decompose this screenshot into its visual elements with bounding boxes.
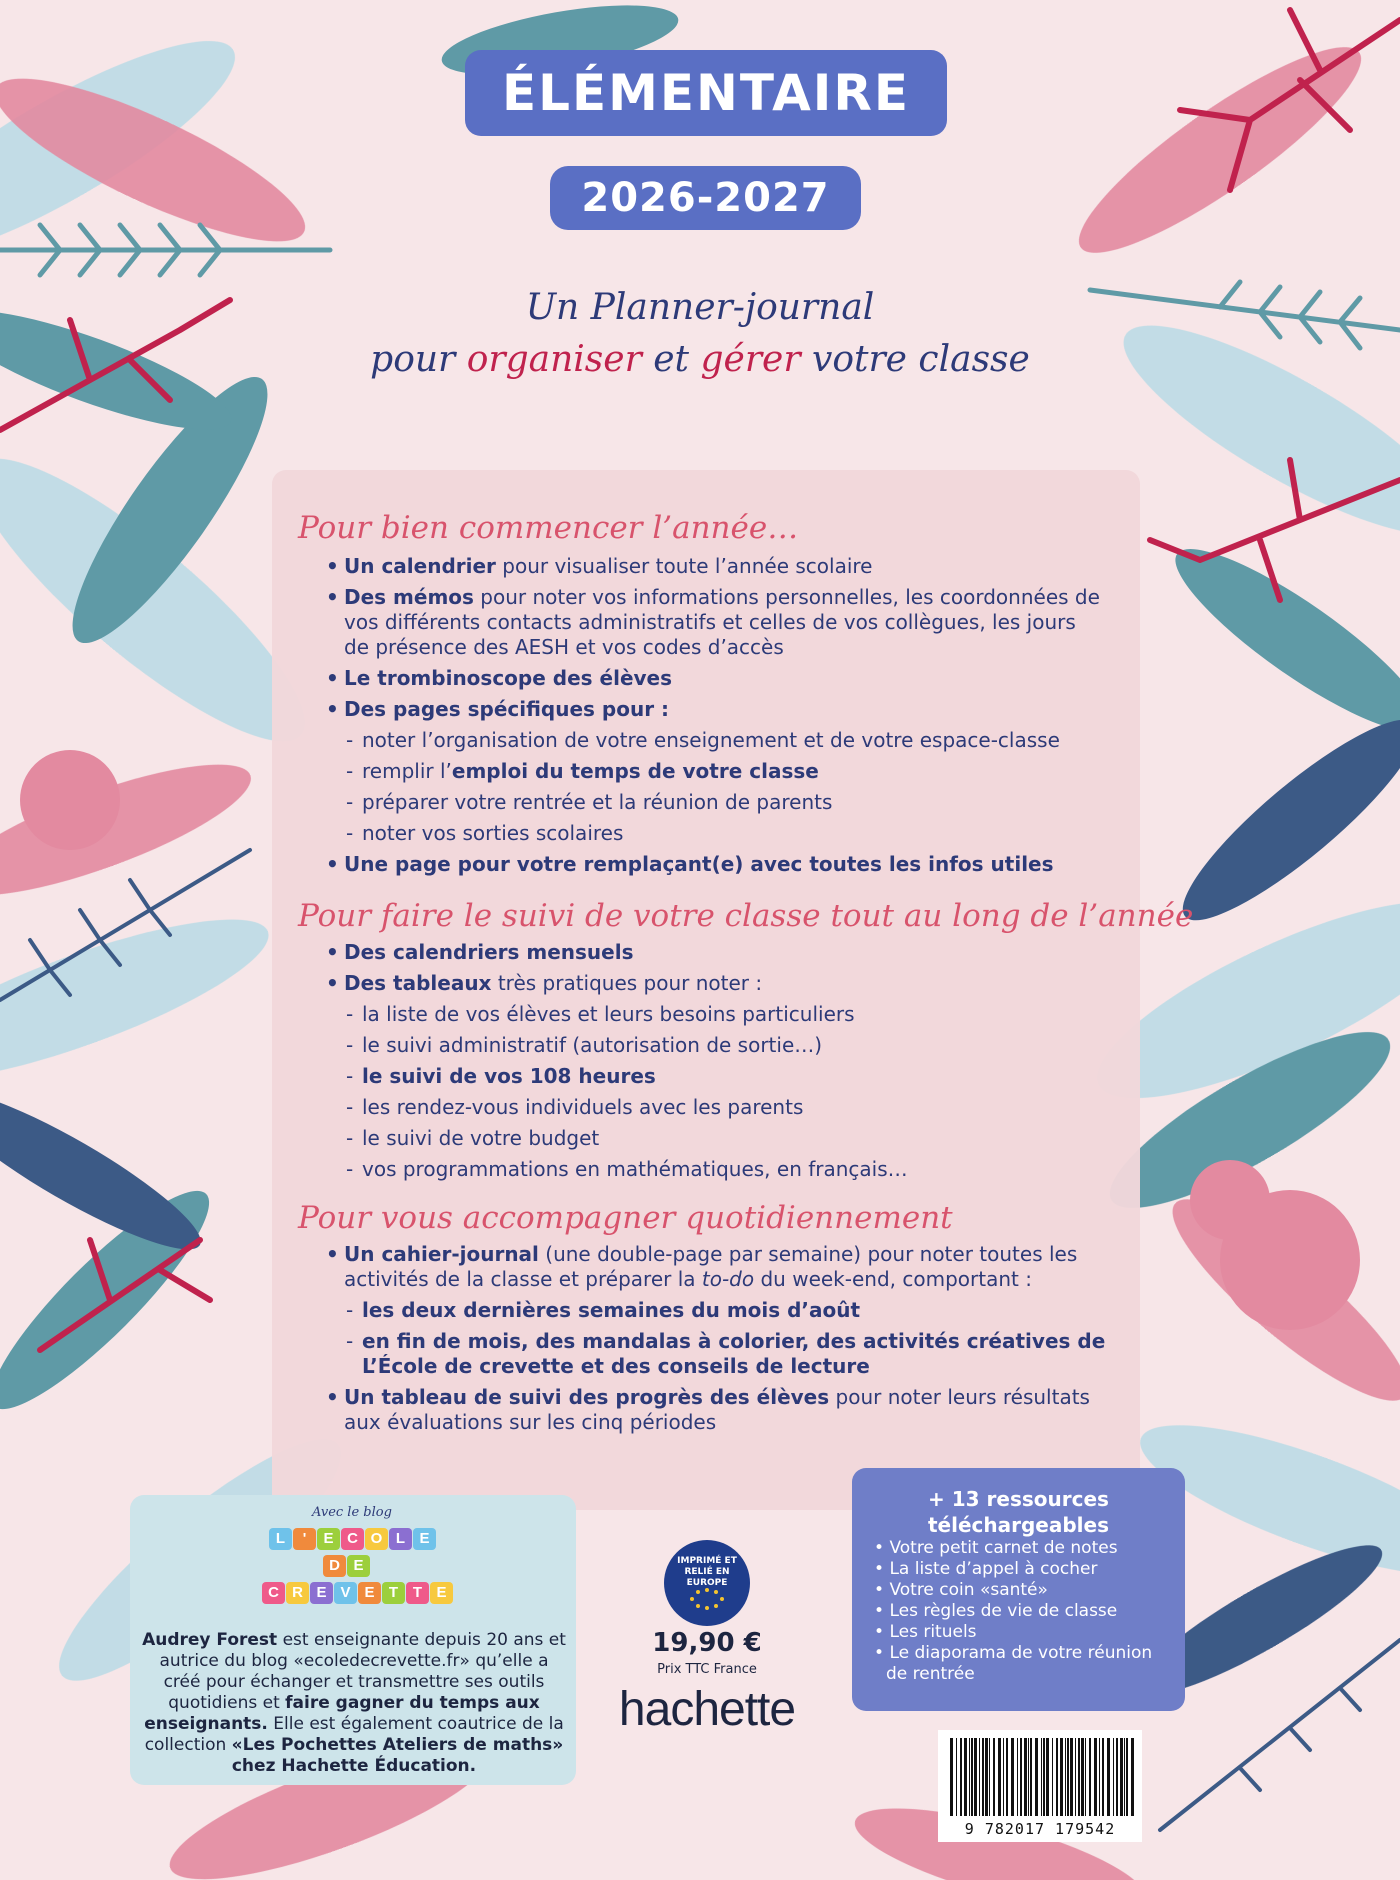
sub-item: - le suivi de vos 108 heures: [316, 1064, 1106, 1089]
price-note: Prix TTC France: [657, 1662, 757, 1677]
publisher-logo: hachette: [618, 1683, 796, 1736]
tagline: [280, 282, 1120, 386]
list-item: • Des calendriers mensuels: [316, 940, 1106, 965]
isbn: 9 782017 179542: [964, 1820, 1116, 1838]
blog-logo-tile: E: [317, 1528, 340, 1550]
sub-item: - en fin de mois, des mandalas à colorier, des activités créatives de L’École de crevette et des conseils de lecture: [316, 1329, 1106, 1379]
sub-item: - la liste de vos élèves et leurs besoins particuliers: [316, 1002, 1106, 1027]
section-1-title: Pour bien commencer l’année…: [298, 510, 799, 546]
resource-item: • Le diaporama de votre réunion de rentrée: [874, 1643, 1174, 1685]
sub-item: - vos programmations en mathématiques, en français…: [316, 1157, 1106, 1182]
section-2-title: Pour faire le suivi de votre classe tout au long de l’année: [298, 898, 1194, 934]
list-item: • Des mémos pour noter vos informations personnelles, les coordonnées de vos différents contacts administratifs et celles de vos collègues, les jours de présence des AESH et vos codes d’accès: [316, 585, 1106, 660]
resource-item: • La liste d’appel à cocher: [874, 1559, 1174, 1580]
blog-logo-tile: C: [341, 1528, 364, 1550]
tagline-highlight-gerer: gérer: [700, 339, 801, 380]
sub-item: - les rendez-vous individuels avec les parents: [316, 1095, 1106, 1120]
blog-logo-tile: C: [262, 1582, 285, 1604]
barcode-icon: [948, 1738, 1134, 1816]
resource-item: • Votre petit carnet de notes: [874, 1538, 1174, 1559]
blog-logo-tile: O: [365, 1528, 388, 1550]
blog-logo-tile: E: [310, 1582, 333, 1604]
level-title: ÉLÉMENTAIRE: [465, 50, 947, 136]
blog-logo-tile: E: [430, 1582, 453, 1604]
sub-item: - préparer votre rentrée et la réunion de parents: [316, 790, 1106, 815]
section-3-list: [316, 1242, 1106, 1441]
resource-item: • Les rituels: [874, 1622, 1174, 1643]
blog-logo-tile: E: [347, 1555, 370, 1577]
blog-logo-tile: E: [358, 1582, 381, 1604]
list-item: • Un calendrier pour visualiser toute l’année scolaire: [316, 554, 1106, 579]
resource-item: • Les règles de vie de classe: [874, 1601, 1174, 1622]
blog-logo-tile: L: [389, 1528, 412, 1550]
blog-logo-tile: T: [382, 1582, 405, 1604]
resources-list: [874, 1538, 1174, 1685]
list-item: • Le trombinoscope des élèves: [316, 666, 1106, 691]
blog-logo-tile: T: [406, 1582, 429, 1604]
blog-logo-tile: V: [334, 1582, 357, 1604]
school-year: 2026-2027: [550, 166, 861, 230]
resource-item: • Votre coin «santé»: [874, 1580, 1174, 1601]
tagline-line-2: pour organiser et gérer votre classe: [370, 339, 1030, 380]
author-bio: Audrey Forest est enseignante depuis 20 ans et autrice du blog «ecoledecrevette.fr» qu’elle a créé pour échanger et transmettre ses outils quotidiens et faire gagner du temps aux enseignants. Elle est également coautrice de la collection «Les Pochettes Ateliers de maths» chez Hachette Éducation.: [142, 1630, 566, 1776]
list-item: • Un cahier-journal (une double-page par semaine) pour noter toutes les activités de la classe et préparer la to-do du week-end, comportant :: [316, 1242, 1106, 1292]
blog-logo-tile: ': [293, 1528, 316, 1550]
list-item: • Une page pour votre remplaçant(e) avec toutes les infos utiles: [316, 852, 1106, 877]
tagline-highlight-organiser: organiser: [466, 339, 642, 380]
list-item: • Un tableau de suivi des progrès des élèves pour noter leurs résultats aux évaluations sur les cinq périodes: [316, 1385, 1106, 1435]
list-item: • Des tableaux très pratiques pour noter :: [316, 971, 1106, 996]
list-item: • Des pages spécifiques pour :: [316, 697, 1106, 722]
blog-logo-tile: R: [286, 1582, 309, 1604]
sub-item: - le suivi administratif (autorisation de sortie…): [316, 1033, 1106, 1058]
section-3-title: Pour vous accompagner quotidiennement: [298, 1200, 953, 1236]
eu-badge-text: IMPRIMÉ ET RELIÉ EN EUROPE: [677, 1556, 737, 1588]
sub-item: - remplir l’emploi du temps de votre classe: [316, 759, 1106, 784]
section-2-list: [316, 940, 1106, 1188]
sub-item: - le suivi de votre budget: [316, 1126, 1106, 1151]
resources-title: + 13 ressources téléchargeables: [927, 1487, 1109, 1537]
tagline-line-1: Un Planner-journal: [525, 287, 875, 328]
section-1-list: [316, 554, 1106, 883]
price: 19,90 €: [652, 1628, 762, 1658]
sub-item: - noter l’organisation de votre enseignement et de votre espace-classe: [316, 728, 1106, 753]
blog-intro: Avec le blog: [312, 1505, 392, 1520]
sub-item: - noter vos sorties scolaires: [316, 821, 1106, 846]
sub-item: - les deux dernières semaines du mois d’août: [316, 1298, 1106, 1323]
blog-logo-tile: E: [413, 1528, 436, 1550]
blog-logo-tile: D: [323, 1555, 346, 1577]
blog-logo-tile: L: [269, 1528, 292, 1550]
